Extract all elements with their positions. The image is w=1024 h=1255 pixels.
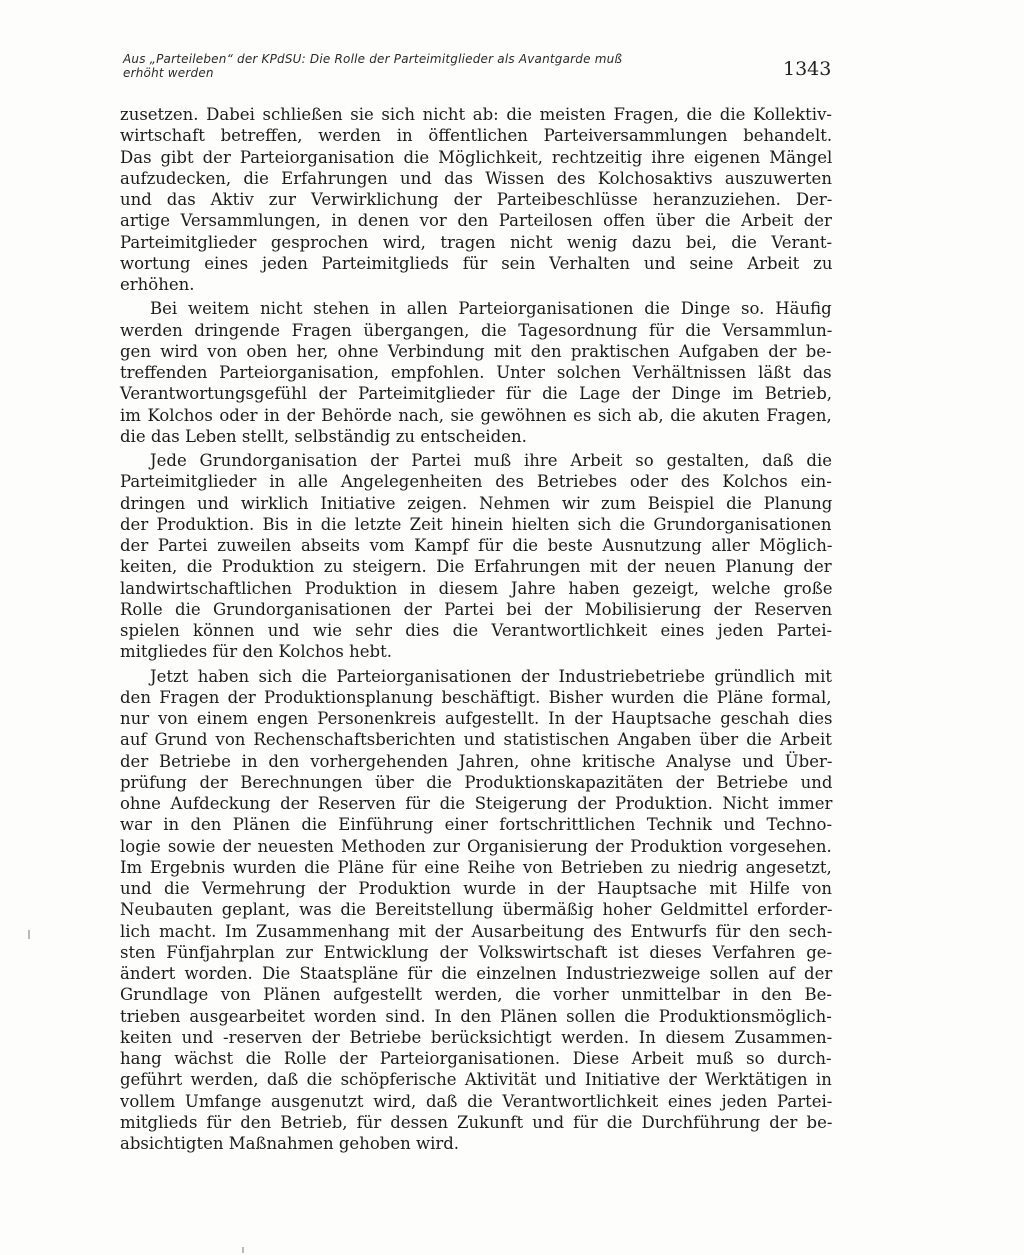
- text-line: ändert worden. Die Staatspläne für die einzelnen Industriezweige sollen auf der: [120, 964, 833, 983]
- page-number: 1343: [783, 58, 832, 80]
- text-line: werden dringende Fragen übergangen, die Tagesordnung für die Versammlun-: [120, 320, 833, 340]
- paragraph: [120, 104, 832, 295]
- paragraph: [120, 450, 832, 663]
- text-line: der Produktion. Bis in die letzte Zeit hinein hielten sich die Grundorganisationen: [120, 514, 832, 534]
- text-line: Im Ergebnis wurden die Pläne für eine Reihe von Betrieben zu niedrig angesetzt,: [120, 857, 832, 877]
- text-line: Bei weitem nicht stehen in allen Parteiorganisationen die Dinge so. Häufig: [150, 299, 832, 319]
- text-line: dringen und wirklich Initiative zeigen. Nehmen wir zum Beispiel die Planung: [120, 493, 833, 513]
- text-line: artige Versammlungen, in denen vor den Parteilosen offen über die Arbeit der: [120, 211, 832, 231]
- text-line: Rolle die Grundorganisationen der Partei bei der Mobilisierung der Reserven: [120, 599, 833, 619]
- text-line: im Kolchos oder in der Behörde nach, sie gewöhnen es sich ab, die akuten Fragen,: [120, 405, 832, 425]
- text-line: keiten und -reserven der Betriebe berücksichtigt werden. In diesem Zusammen-: [120, 1027, 833, 1047]
- running-head-line: Aus „Parteileben“ der KPdSU: Die Rolle der Parteimitglieder als Avantgarde muß: [123, 52, 623, 66]
- running-head: [123, 52, 683, 80]
- text-line: den Fragen der Produktionsplanung beschäftigt. Bisher wurden die Pläne formal,: [120, 687, 832, 707]
- text-line: zusetzen. Dabei schließen sie sich nicht ab: die meisten Fragen, die die Kollektiv-: [120, 105, 832, 124]
- text-line: Neubauten geplant, was die Bereitstellung übermäßig hoher Geldmittel erforder-: [120, 900, 833, 920]
- running-head-line: erhöht werden: [123, 66, 214, 80]
- text-line: gen wird von oben her, ohne Verbindung mit den praktischen Aufgaben der be-: [120, 341, 832, 361]
- text-line: auf Grund von Rechenschaftsberichten und statistischen Angaben über die Arbeit: [120, 730, 832, 750]
- text-line: Das gibt der Parteiorganisation die Möglichkeit, rechtzeitig ihre eigenen Mängel: [120, 147, 833, 167]
- text-line: mitglieds für den Betrieb, für dessen Zukunft und für die Durchführung der be-: [120, 1112, 833, 1132]
- text-line: wortung eines jeden Parteimitglieds für sein Verhalten und seine Arbeit zu: [120, 253, 833, 273]
- text-line: aufzudecken, die Erfahrungen und das Wissen des Kolchosaktivs auszuwerten: [120, 168, 832, 188]
- text-line: mitgliedes für den Kolchos hebt.: [120, 642, 392, 662]
- text-line: die das Leben stellt, selbständig zu entscheiden.: [120, 426, 527, 446]
- text-line: und das Aktiv zur Verwirklichung der Parteibeschlüsse heranzuziehen. Der-: [120, 190, 833, 209]
- text-line: absichtigten Maßnahmen gehoben wird.: [120, 1134, 460, 1153]
- text-line: hang wächst die Rolle der Parteiorganisationen. Diese Arbeit muß so durch-: [120, 1049, 832, 1068]
- text-line: nur von einem engen Personenkreis aufgestellt. In der Hauptsache geschah dies: [120, 709, 833, 728]
- text-line: treffenden Parteiorganisation, empfohlen. Unter solchen Verhältnissen läßt das: [120, 363, 832, 382]
- text-line: erhöhen.: [120, 275, 195, 294]
- text-line: Parteimitglieder in alle Angelegenheiten des Betriebes oder des Kolchos ein-: [120, 472, 832, 492]
- body-text: [120, 104, 832, 1154]
- text-line: sten Fünfjahrplan zur Entwicklung der Volkswirtschaft ist dieses Verfahren ge-: [120, 942, 833, 962]
- text-line: war in den Plänen die Einführung einer fortschrittlichen Technik und Techno-: [120, 815, 833, 835]
- paragraph: [120, 666, 832, 1155]
- text-line: Parteimitglieder gesprochen wird, tragen nicht wenig dazu bei, die Verant-: [120, 232, 833, 252]
- scan-speck: [28, 930, 30, 939]
- text-line: der Partei zuweilen abseits vom Kampf für die beste Ausnutzung aller Möglich-: [120, 536, 833, 555]
- text-line: keiten, die Produktion zu steigern. Die Erfahrungen mit der neuen Planung der: [120, 557, 832, 577]
- text-line: geführt werden, daß die schöpferische Aktivität und Initiative der Werktätigen in: [120, 1070, 832, 1090]
- text-line: trieben ausgearbeitet worden sind. In den Plänen sollen die Produktionsmöglich-: [120, 1006, 832, 1026]
- text-line: lich macht. Im Zusammenhang mit der Ausarbeitung des Entwurfs für den sech-: [120, 921, 833, 941]
- text-line: Jede Grundorganisation der Partei muß ihre Arbeit so gestalten, daß die: [150, 451, 833, 470]
- text-line: spielen können und wie sehr dies die Verantwortlichkeit eines jeden Partei-: [120, 621, 833, 640]
- scan-speck: [242, 1247, 244, 1253]
- paragraph: [120, 298, 832, 447]
- text-line: ohne Aufdeckung der Reserven für die Steigerung der Produktion. Nicht immer: [120, 794, 833, 813]
- text-line: landwirtschaftlichen Produktion in diesem Jahre haben gezeigt, welche große: [120, 578, 833, 598]
- text-line: und die Vermehrung der Produktion wurde in der Hauptsache mit Hilfe von: [120, 879, 833, 898]
- text-line: vollem Umfange ausgenutzt wird, daß die Verantwortlichkeit eines jeden Partei-: [120, 1091, 833, 1111]
- text-line: prüfung der Berechnungen über die Produktionskapazitäten der Betriebe und: [120, 772, 833, 792]
- text-line: Jetzt haben sich die Parteiorganisationen der Industriebetriebe gründlich mit: [150, 666, 833, 686]
- text-line: wirtschaft betreffen, werden in öffentlichen Parteiversammlungen behandelt.: [120, 126, 833, 146]
- text-line: der Betriebe in den vorhergehenden Jahren, ohne kritische Analyse und Über-: [120, 751, 833, 771]
- text-line: Verantwortungsgefühl der Parteimitglieder für die Lage der Dinge im Betrieb,: [120, 384, 832, 404]
- text-line: logie sowie der neuesten Methoden zur Organisierung der Produktion vorgesehen.: [120, 836, 832, 856]
- text-line: Grundlage von Plänen aufgestellt werden, die vorher unmittelbar in den Be-: [120, 985, 832, 1005]
